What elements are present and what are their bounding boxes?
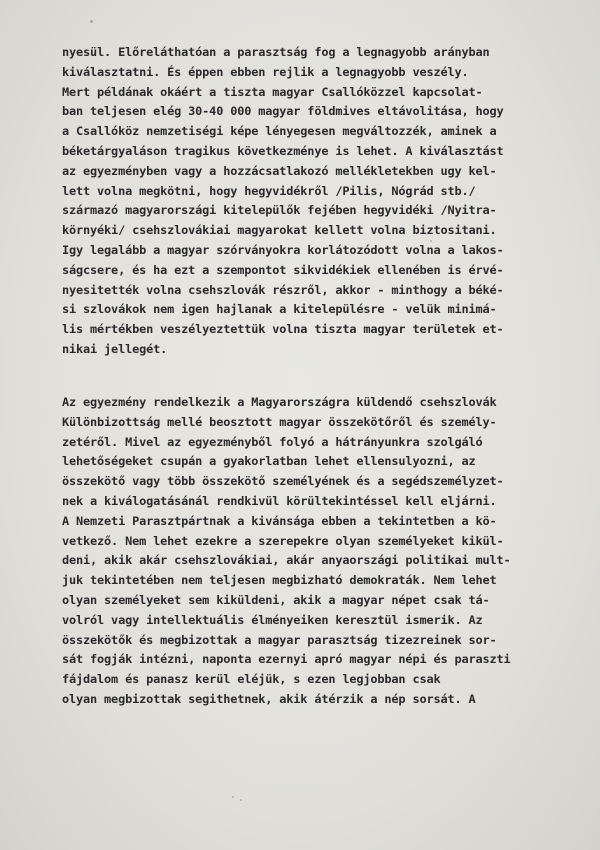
text-line: nyesitették volna csehszlovák részről, akkor - minthogy a béké-: [62, 282, 504, 297]
text-line: fájdalom és panasz kerül eléjük, s ezen legjobban csak: [62, 672, 441, 687]
text-line: si szlovákok nem igen hajlanak a kitelepülésre - velük minimá-: [62, 302, 497, 317]
paper-speck: [90, 20, 93, 23]
text-line: Különbizottság mellé beosztott magyar összekötőről és személy-: [62, 414, 497, 429]
paper-speck: [232, 796, 234, 798]
text-line: származó magyarországi kitelepülők fejében hegyvidéki /Nyitra-: [62, 203, 497, 218]
text-line: Igy legalább a magyar szórványokra korlátozódott volna a lakos-: [62, 242, 504, 257]
text-line: béketárgyaláson tragikus következménye is lehet. A kiválasztást: [62, 143, 504, 158]
text-line: összekötő vagy több összekötő személyének és a segédszemélyzet-: [62, 474, 504, 489]
text-line: A Nemzeti Parasztpártnak a kivánsága ebben a tekintetben a kö-: [62, 513, 497, 528]
text-line: összekötők és megbizottak a magyar parasztság tizezreinek sor-: [62, 632, 497, 647]
paper-speck: [240, 799, 242, 801]
text-line: kiválasztatni. És éppen ebben rejlik a legnagyobb veszély.: [62, 64, 469, 79]
text-line: lett volna megkötni, hogy hegyvidékről /Pilis, Nógrád stb./: [62, 183, 476, 198]
text-line: ban teljesen elég 30-40 000 magyar földmives eltávolitása, hogy: [62, 104, 504, 119]
text-line: nek a kiválogatásánál rendkivül körültekintéssel kell eljárni.: [62, 493, 497, 508]
text-line: nikai jellegét.: [62, 341, 168, 356]
text-line: vetkező. Nem lehet ezekre a szerepekre olyan személyeket kikül-: [62, 533, 504, 548]
text-line: zetéről. Mivel az egyezményből folyó a hátrányunkra szolgáló: [62, 434, 483, 449]
text-line: a Csallóköz nemzetiségi képe lényegesen megváltozzék, aminek a: [62, 124, 497, 139]
text-line: sát fogják intézni, naponta ezernyi apró magyar népi és paraszti: [62, 652, 511, 667]
text-line: környéki/ csehszlovákiai magyarokat kellett volna biztositani.: [62, 223, 497, 238]
text-line: Az egyezmény rendelkezik a Magyarországra küldendő csehszlovák: [62, 395, 497, 409]
text-line: Mert példának okáért a tiszta magyar Csallóközzel kapcsolat-: [62, 84, 483, 99]
text-line: lis mértékben veszélyeztettük volna tiszta magyar területek et-: [62, 322, 504, 337]
text-line: ságcsere, és ha ezt a szempontot sikvidékiek ellenében is érvé-: [62, 262, 504, 277]
text-line: lehetőségeket csupán a gyakorlatban lehet ellensulyozni, az: [62, 454, 476, 469]
paragraph-1: [62, 43, 572, 360]
text-line: az egyezményben vagy a hozzácsatlakozó mellékletekben ugy kel-: [62, 163, 497, 178]
text-line: volról vagy intellektuális élményeiken keresztül ismerik. Az: [62, 612, 483, 627]
text-line: olyan megbizottak segithetnek, akik átérzik a nép sorsát. A: [62, 691, 476, 706]
text-line: juk tekintetében nem teljesen megbizható demokraták. Nem lehet: [62, 573, 497, 588]
paragraph-2: [62, 393, 572, 710]
text-line: olyan személyeket sem kiküldeni, akik a magyar népet csak tá-: [62, 592, 490, 607]
text-line: nyesül. Előreláthatóan a parasztság fog a legnagyobb arányban: [62, 45, 490, 59]
paper-speck: [430, 240, 432, 242]
text-line: deni, akik akár csehszlovákiai, akár anyaországi politikai mult-: [62, 553, 511, 568]
